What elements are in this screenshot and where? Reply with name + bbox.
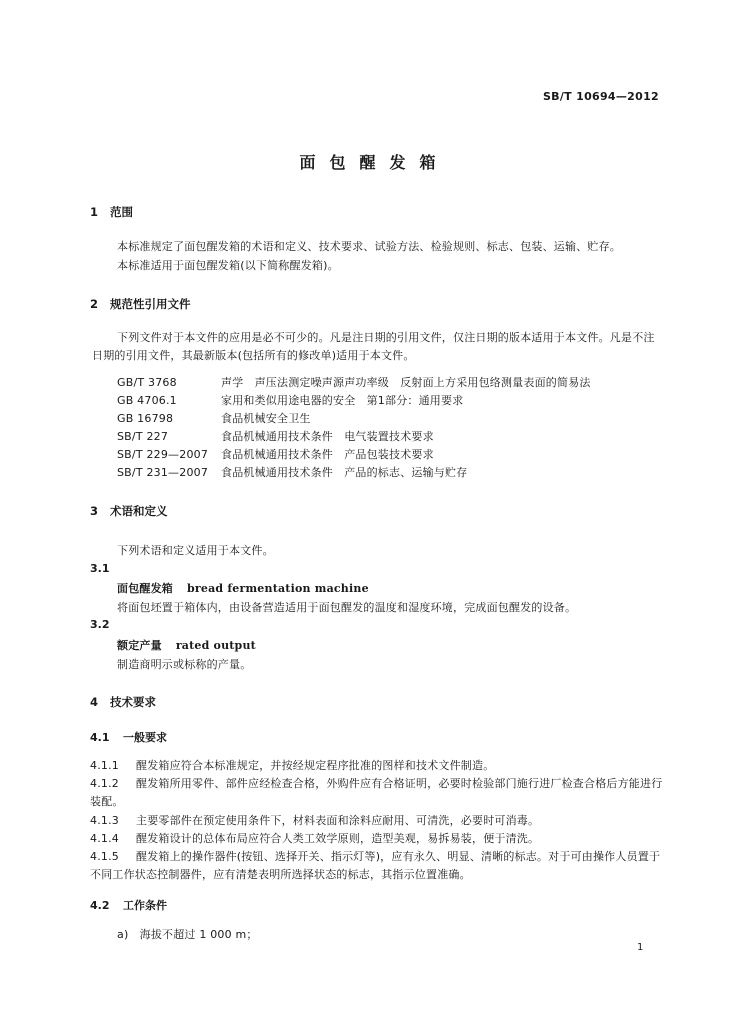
clause-text: 醒发箱设计的总体布局应符合人类工效学原则，造型美观，易拆易装，便于清洗。 — [136, 832, 540, 845]
subsection-4-2-heading — [90, 897, 167, 913]
reference-title: 食品机械通用技术条件 产品的标志、运输与贮存 — [221, 466, 468, 479]
section-number: 4 — [90, 695, 99, 709]
scope-paragraph-2: 本标准适用于面包醒发箱(以下简称醒发箱)。 — [117, 259, 339, 272]
reference-code: GB/T 3768 — [117, 376, 177, 389]
section-title: 术语和定义 — [110, 504, 168, 518]
subsection-number: 4.1 — [90, 731, 110, 744]
reference-title: 食品机械通用技术条件 产品包装技术要求 — [221, 448, 434, 461]
section-3-heading — [90, 503, 168, 519]
standard-number: SB/T 10694—2012 — [542, 90, 659, 103]
term-en: bread fermentation machine — [187, 582, 369, 595]
section-number: 1 — [90, 205, 99, 219]
reference-code: GB 16798 — [117, 412, 174, 425]
reference-item — [117, 428, 434, 444]
clause-number: 4.1.5 — [90, 850, 119, 863]
reference-code: SB/T 231—2007 — [117, 466, 209, 479]
subsection-4-1-heading — [90, 729, 167, 745]
references-intro: 下列文件对于本文件的应用是必不可少的。凡是注日期的引用文件，仅注日期的版本适用于本文件。凡是不注日期的引用文件，其最新版本(包括所有的修改单)适用于本文件。 — [92, 331, 655, 362]
reference-item — [117, 446, 434, 462]
clause-number: 4.1.1 — [90, 759, 119, 772]
section-1-heading — [90, 204, 133, 220]
section-title: 范围 — [110, 205, 133, 219]
term-zh: 额定产量 — [117, 639, 162, 652]
reference-item — [117, 464, 467, 480]
scope-paragraph-1: 本标准规定了面包醒发箱的术语和定义、技术要求、试验方法、检验规则、标志、包装、运输、贮存。 — [117, 240, 621, 253]
clause — [90, 775, 665, 811]
clause — [90, 812, 539, 828]
section-title: 技术要求 — [110, 695, 156, 709]
term-number: 3.1 — [90, 562, 110, 575]
document-title: 面包醒发箱 — [299, 153, 450, 172]
clause-text: 醒发箱所用零件、部件应经检查合格，外购件应有合格证明，必要时检验部门施行进厂检查合格后方能进行装配。 — [90, 777, 663, 808]
term-number: 3.2 — [90, 618, 110, 631]
reference-item — [117, 374, 591, 390]
clause — [90, 757, 494, 773]
reference-title: 声学 声压法测定噪声源声功率级 反射面上方采用包络测量表面的简易法 — [221, 376, 591, 389]
reference-code: SB/T 229—2007 — [117, 448, 209, 461]
term-heading — [117, 580, 369, 596]
terms-intro: 下列术语和定义适用于本文件。 — [117, 544, 274, 557]
clause — [90, 848, 665, 884]
clause-number: 4.1.3 — [90, 814, 119, 827]
reference-title: 家用和类似用途电器的安全 第1部分：通用要求 — [221, 394, 464, 407]
clause-number: 4.1.2 — [90, 777, 119, 790]
page-number: 1 — [637, 942, 644, 953]
term-heading — [117, 637, 256, 653]
subsection-title: 工作条件 — [123, 899, 167, 912]
term-definition: 将面包坯置于箱体内，由设备营造适用于面包醒发的温度和湿度环境，完成面包醒发的设备。 — [117, 601, 577, 614]
section-number: 3 — [90, 504, 99, 518]
section-4-heading — [90, 694, 156, 710]
reference-title: 食品机械安全卫生 — [221, 412, 311, 425]
clause — [90, 830, 539, 846]
reference-code: SB/T 227 — [117, 430, 169, 443]
clause-number: 4.1.4 — [90, 832, 119, 845]
reference-item — [117, 392, 463, 408]
term-definition: 制造商明示或标称的产量。 — [117, 658, 252, 671]
reference-item — [117, 410, 311, 426]
term-zh: 面包醒发箱 — [117, 582, 173, 595]
term-en: rated output — [175, 639, 256, 652]
section-number: 2 — [90, 297, 99, 311]
clause-text: 醒发箱应符合本标准规定，并按经规定程序批准的图样和技术文件制造。 — [136, 759, 495, 772]
reference-code: GB 4706.1 — [117, 394, 177, 407]
subsection-number: 4.2 — [90, 899, 110, 912]
reference-title: 食品机械通用技术条件 电气装置技术要求 — [221, 430, 434, 443]
section-2-heading — [90, 296, 191, 312]
section-title: 规范性引用文件 — [110, 297, 191, 311]
condition-item-a: a) 海拔不超过 1 000 m； — [117, 928, 258, 941]
clause-text: 主要零部件在预定使用条件下，材料表面和涂料应耐用、可清洗，必要时可消毒。 — [136, 814, 540, 827]
subsection-title: 一般要求 — [123, 731, 167, 744]
clause-text: 醒发箱上的操作器件(按钮、选择开关、指示灯等)，应有永久、明显、清晰的标志。对于可由操作人员置于不同工作状态控制器件，应有清楚表明所选择状态的标志，其指示位置准确。 — [90, 850, 661, 881]
